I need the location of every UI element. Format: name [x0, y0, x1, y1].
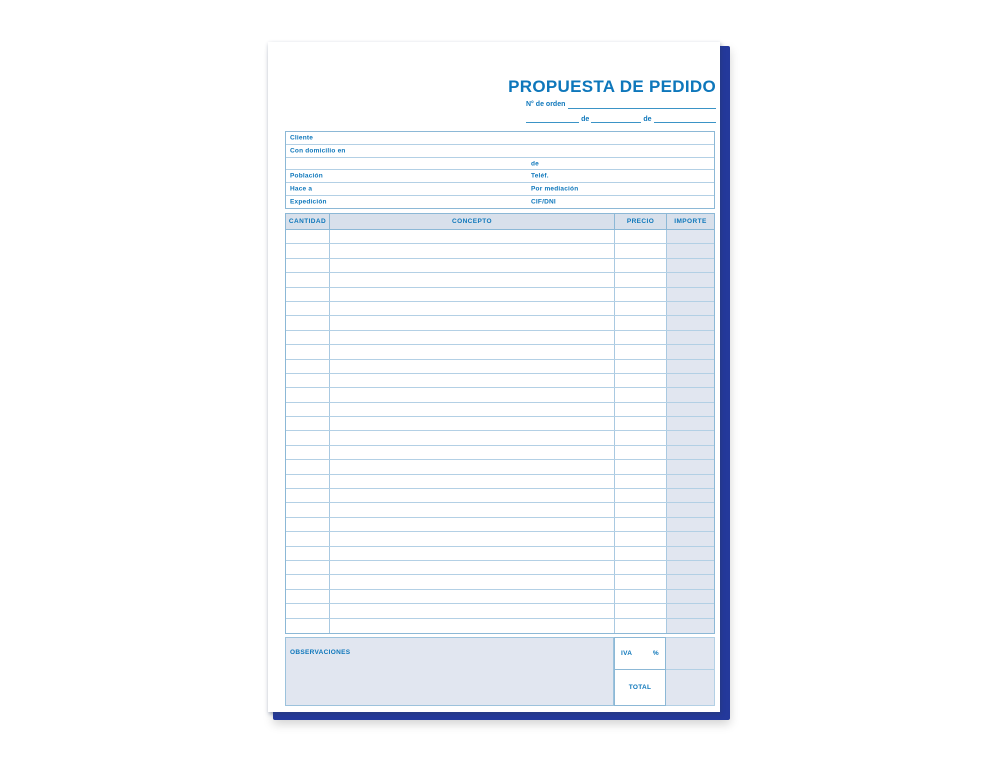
concepto-cell — [329, 446, 614, 459]
cantidad-cell — [286, 316, 329, 329]
concepto-cell — [329, 460, 614, 473]
cantidad-cell — [286, 331, 329, 344]
table-row — [286, 403, 714, 417]
client-row-domicilio — [286, 145, 714, 158]
concepto-cell — [329, 619, 614, 633]
importe-cell — [666, 475, 714, 488]
table-row — [286, 431, 714, 445]
table-row — [286, 230, 714, 244]
cantidad-cell — [286, 532, 329, 545]
table-row — [286, 619, 714, 633]
client-row-hace-a — [286, 183, 714, 196]
items-table-header — [285, 213, 715, 230]
concepto-cell — [329, 604, 614, 617]
items-table — [285, 213, 715, 634]
table-row — [286, 590, 714, 604]
precio-cell — [614, 273, 666, 286]
concepto-cell — [329, 345, 614, 358]
field-label-expedicion: Expedición — [290, 198, 327, 206]
concepto-cell — [329, 431, 614, 444]
table-row — [286, 460, 714, 474]
field-label-cif-dni: CIF/DNI — [531, 198, 556, 206]
table-row — [286, 503, 714, 517]
importe-cell — [666, 561, 714, 574]
concepto-cell — [329, 302, 614, 315]
date-row — [526, 114, 716, 123]
concepto-cell — [329, 360, 614, 373]
iva-cell — [614, 637, 666, 670]
importe-cell — [666, 316, 714, 329]
client-row-poblacion — [286, 170, 714, 183]
importe-cell — [666, 604, 714, 617]
cantidad-cell — [286, 503, 329, 516]
precio-cell — [614, 259, 666, 272]
items-table-body — [285, 230, 715, 634]
form-footer — [285, 637, 715, 706]
precio-cell — [614, 360, 666, 373]
precio-cell — [614, 244, 666, 257]
concepto-cell — [329, 575, 614, 588]
observations-box — [285, 637, 614, 706]
table-row — [286, 360, 714, 374]
date-day-blank-line — [526, 116, 579, 123]
concepto-cell — [329, 503, 614, 516]
cantidad-cell — [286, 561, 329, 574]
date-connector-label: de — [581, 116, 590, 123]
precio-cell — [614, 590, 666, 603]
table-row — [286, 446, 714, 460]
cantidad-cell — [286, 259, 329, 272]
concepto-cell — [329, 316, 614, 329]
header-importe: IMPORTE — [666, 214, 714, 229]
cantidad-cell — [286, 388, 329, 401]
concepto-cell — [329, 475, 614, 488]
concepto-cell — [329, 403, 614, 416]
importe-cell — [666, 288, 714, 301]
table-row — [286, 604, 714, 618]
precio-cell — [614, 431, 666, 444]
cantidad-cell — [286, 547, 329, 560]
precio-cell — [614, 302, 666, 315]
precio-cell — [614, 489, 666, 502]
cantidad-cell — [286, 230, 329, 243]
table-row — [286, 388, 714, 402]
observations-label: OBSERVACIONES — [290, 649, 351, 656]
importe-cell — [666, 575, 714, 588]
importe-cell — [666, 360, 714, 373]
cantidad-cell — [286, 446, 329, 459]
importe-cell — [666, 547, 714, 560]
cantidad-cell — [286, 604, 329, 617]
importe-cell — [666, 532, 714, 545]
precio-cell — [614, 345, 666, 358]
importe-cell — [666, 460, 714, 473]
concepto-cell — [329, 244, 614, 257]
cantidad-cell — [286, 288, 329, 301]
table-row — [286, 331, 714, 345]
field-label-hace-a: Hace a — [290, 185, 313, 193]
table-row — [286, 417, 714, 431]
date-year-blank-line — [654, 116, 717, 123]
field-label-poblacion: Población — [290, 172, 323, 180]
table-row — [286, 575, 714, 589]
table-row — [286, 316, 714, 330]
concepto-cell — [329, 518, 614, 531]
importe-cell — [666, 259, 714, 272]
precio-cell — [614, 518, 666, 531]
order-number-row — [526, 99, 716, 109]
table-row — [286, 532, 714, 546]
precio-cell — [614, 403, 666, 416]
cantidad-cell — [286, 575, 329, 588]
precio-cell — [614, 446, 666, 459]
importe-cell — [666, 431, 714, 444]
table-row — [286, 561, 714, 575]
importe-cell — [666, 518, 714, 531]
importe-cell — [666, 374, 714, 387]
client-row-expedicion — [286, 196, 714, 208]
importe-cell — [666, 619, 714, 633]
table-row — [286, 518, 714, 532]
importe-cell — [666, 403, 714, 416]
concepto-cell — [329, 288, 614, 301]
table-row — [286, 288, 714, 302]
iva-label: IVA — [621, 650, 633, 657]
cantidad-cell — [286, 417, 329, 430]
concepto-cell — [329, 259, 614, 272]
concepto-cell — [329, 532, 614, 545]
precio-cell — [614, 374, 666, 387]
field-label-por-mediacion: Por mediación — [531, 185, 579, 193]
precio-cell — [614, 503, 666, 516]
importe-cell — [666, 446, 714, 459]
concepto-cell — [329, 590, 614, 603]
concepto-cell — [329, 388, 614, 401]
concepto-cell — [329, 374, 614, 387]
precio-cell — [614, 475, 666, 488]
field-label-de: de — [531, 160, 539, 168]
field-label-domicilio: Con domicilio en — [290, 147, 346, 155]
order-form-sheet — [268, 42, 720, 712]
cantidad-cell — [286, 590, 329, 603]
header-precio: PRECIO — [614, 214, 666, 229]
concepto-cell — [329, 547, 614, 560]
importe-cell — [666, 503, 714, 516]
concepto-cell — [329, 273, 614, 286]
precio-cell — [614, 460, 666, 473]
cantidad-cell — [286, 518, 329, 531]
concepto-cell — [329, 230, 614, 243]
order-number-label: N° de orden — [526, 101, 566, 108]
cantidad-cell — [286, 460, 329, 473]
precio-cell — [614, 316, 666, 329]
concepto-cell — [329, 331, 614, 344]
header-concepto: CONCEPTO — [329, 214, 614, 229]
client-details-box — [285, 131, 715, 209]
precio-cell — [614, 619, 666, 633]
importe-cell — [666, 230, 714, 243]
field-label-cliente: Cliente — [290, 134, 314, 142]
table-row — [286, 547, 714, 561]
form-title: PROPUESTA DE PEDIDO — [508, 77, 716, 96]
client-row-cliente — [286, 132, 714, 145]
importe-cell — [666, 590, 714, 603]
order-number-blank-line — [568, 101, 716, 109]
precio-cell — [614, 532, 666, 545]
precio-cell — [614, 230, 666, 243]
table-row — [286, 259, 714, 273]
importe-cell — [666, 489, 714, 502]
importe-cell — [666, 302, 714, 315]
importe-cell — [666, 273, 714, 286]
precio-cell — [614, 331, 666, 344]
cantidad-cell — [286, 475, 329, 488]
date-month-blank-line — [591, 116, 641, 123]
totals-column — [614, 637, 666, 706]
cantidad-cell — [286, 374, 329, 387]
cantidad-cell — [286, 360, 329, 373]
table-row — [286, 475, 714, 489]
cantidad-cell — [286, 619, 329, 633]
cantidad-cell — [286, 273, 329, 286]
precio-cell — [614, 604, 666, 617]
importe-cell — [666, 388, 714, 401]
concepto-cell — [329, 417, 614, 430]
importe-cell — [666, 417, 714, 430]
precio-cell — [614, 575, 666, 588]
cantidad-cell — [286, 345, 329, 358]
precio-cell — [614, 388, 666, 401]
table-row — [286, 302, 714, 316]
cantidad-cell — [286, 403, 329, 416]
concepto-cell — [329, 489, 614, 502]
table-row — [286, 345, 714, 359]
header-cantidad: CANTIDAD — [288, 218, 327, 225]
date-connector-label: de — [643, 116, 652, 123]
total-cell — [614, 670, 666, 706]
precio-cell — [614, 288, 666, 301]
cantidad-cell — [286, 431, 329, 444]
concepto-cell — [329, 561, 614, 574]
precio-cell — [614, 561, 666, 574]
table-row — [286, 374, 714, 388]
cantidad-cell — [286, 489, 329, 502]
table-row — [286, 244, 714, 258]
precio-cell — [614, 547, 666, 560]
importe-cell — [666, 331, 714, 344]
percent-label: % — [652, 650, 659, 657]
cantidad-cell — [286, 244, 329, 257]
field-label-telefono: Teléf. — [531, 172, 549, 180]
iva-importe-cell — [666, 637, 715, 670]
client-row-provincia — [286, 158, 714, 171]
table-row — [286, 273, 714, 287]
total-label: TOTAL — [628, 684, 652, 691]
importe-cell — [666, 345, 714, 358]
importe-cell — [666, 244, 714, 257]
precio-cell — [614, 417, 666, 430]
table-row — [286, 489, 714, 503]
total-importe-cell — [666, 670, 715, 706]
cantidad-cell — [286, 302, 329, 315]
importe-totals-column — [666, 637, 715, 706]
